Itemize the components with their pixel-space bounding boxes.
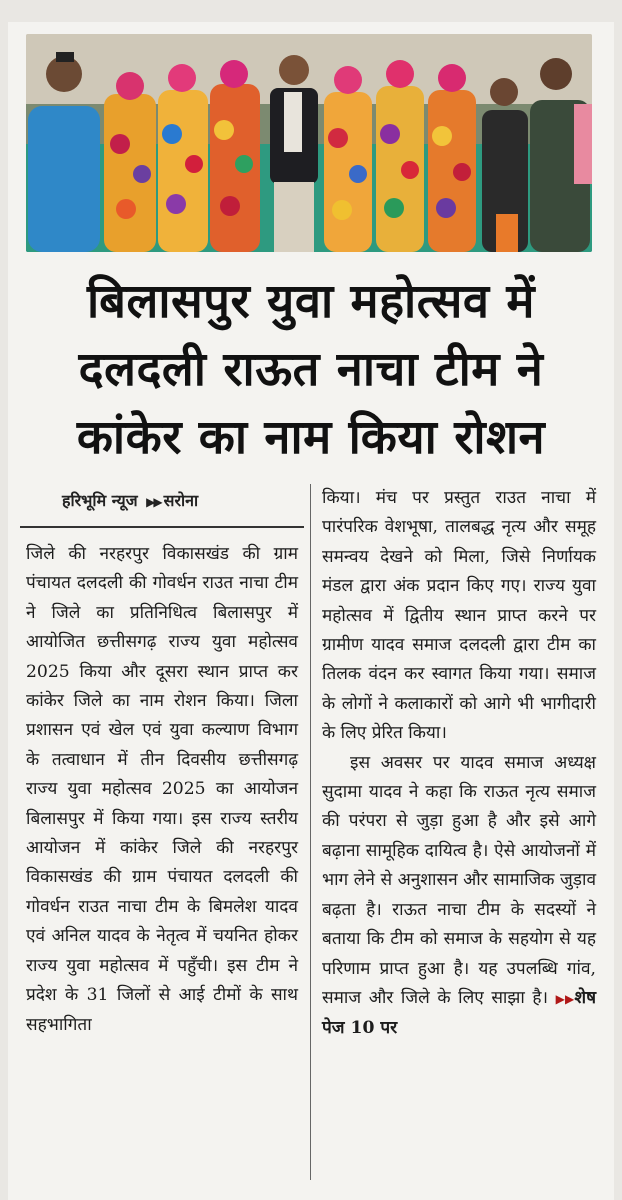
byline	[62, 489, 198, 511]
continued-arrow-icon: ▶▶	[555, 991, 575, 1006]
team-photo	[26, 34, 592, 252]
headline-line-1: बिलासपुर युवा महोत्सव में	[86, 274, 536, 329]
article-column-1	[26, 540, 298, 1040]
column-divider	[310, 484, 311, 1180]
headline-line-2: दलदली राऊत नाचा टीम ने	[78, 342, 544, 397]
column-2-paragraph-2	[322, 749, 596, 1044]
byline-rule	[20, 526, 304, 528]
byline-source: हरिभूमि न्यूज	[62, 491, 138, 510]
article-column-2	[322, 484, 596, 1044]
column-1-paragraph: जिले की नरहरपुर विकासखंड की ग्राम पंचायत दलदली की गोवर्धन राउत नाचा टीम ने जिले का प्रतिनिधित्व बिलासपुर में आयोजित छत्तीसगढ़ राज्य युवा महोत्सव 2025 किया और दूसरा स्थान प्राप्त कर कांकेर जिले का नाम रोशन किया। जिला प्रशासन एवं खेल एवं युवा कल्याण विभाग के तत्वाधान में तीन दिवसीय छत्तीसगढ़ राज्य युवा महोत्सव 2025 का आयोजन बिलासपुर में किया गया। इस राज्य स्तरीय आयोजन में कांकेर जिले की नरहरपुर विकासखंड की ग्राम पंचायत दलदली की गोवर्धन राउत नाचा टीम के बिमलेश यादव एवं अनिल यादव के नेतृत्व में चयनित होकर राज्य युवा महोत्सव में पहुँची। इस टीम ने प्रदेश के 31 जिलों से आई टीमों के साथ सहभागिता	[26, 544, 298, 1035]
byline-arrow-icon: ▶▶	[146, 495, 161, 509]
headline-line-3: कांकेर का नाम किया रोशन	[76, 410, 546, 465]
team-photo-illustration	[26, 34, 592, 252]
column-2-paragraph-1: किया। मंच पर प्रस्तुत राउत नाचा में पारंपरिक वेशभूषा, तालबद्ध नृत्य और समूह समन्वय देखने को मिला, जिसे निर्णायक मंडल द्वारा अंक प्रदान किए गए। राज्य युवा महोत्सव में द्वितीय स्थान प्राप्त करने पर ग्रामीण यादव समाज दलदली द्वारा टीम का तिलक वंदन कर स्वागत किया गया। समाज के लोगों ने कलाकारों को आगे भी भागीदारी के लिए प्रेरित किया।	[322, 488, 596, 744]
column-2-paragraph-2-text: इस अवसर पर यादव समाज अध्यक्ष सुदामा यादव ने कहा कि राऊत नृत्य समाज की परंपरा से जुड़ा हुआ है और इसे आगे बढ़ाना सामूहिक दायित्व है। ऐसे आयोजनों में भाग लेने से अनुशासन और सामाजिक जुड़ाव बढ़ता है। राऊत नाचा टीम के सदस्यों ने बताया कि टीम को समाज के सहयोग से यह परिणाम प्राप्त हुआ है। यह उपलब्धि गांव, समाज और जिले के लिए साझा है।	[322, 752, 596, 1008]
byline-place: सरोना	[163, 491, 199, 510]
continued-text: शेष पेज 10 पर	[322, 987, 596, 1039]
headline	[20, 268, 602, 472]
